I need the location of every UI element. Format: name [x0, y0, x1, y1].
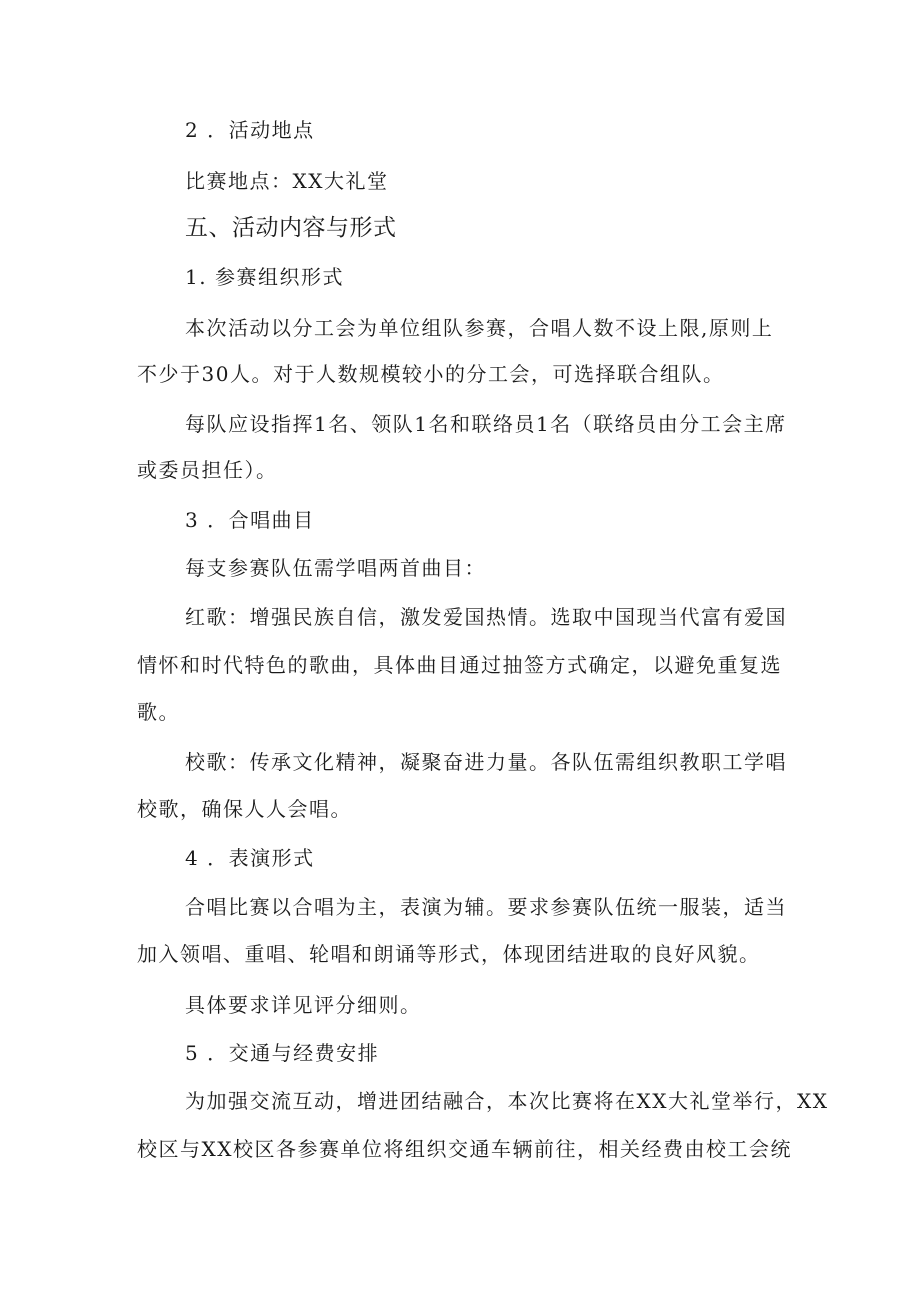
paragraph-line: 歌。	[137, 700, 180, 724]
paragraph-line: 加入领唱、重唱、轮唱和朗诵等形式，体现团结进取的良好风貌。	[137, 942, 761, 966]
sub-5-heading: 5 ．交通与经费安排	[185, 1041, 380, 1065]
paragraph-line: 校歌，确保人人会唱。	[137, 797, 352, 821]
section-5-heading: 五、活动内容与形式	[185, 215, 397, 241]
paragraph-line: 或委员担任）。	[137, 458, 278, 482]
paragraph-line: 本次活动以分工会为单位组队参赛，合唱人数不设上限,原则上	[185, 316, 774, 340]
sub-3-heading: 3 ．合唱曲目	[185, 508, 315, 532]
paragraph-line: 校歌：传承文化精神，凝聚奋进力量。各队伍需组织教职工学唱	[185, 750, 787, 774]
paragraph-line: 情怀和时代特色的歌曲，具体曲目通过抽签方式确定，以避免重复选	[137, 653, 782, 677]
venue-text: 比赛地点：XX大礼堂	[185, 169, 389, 193]
item-2-heading: 2 ．活动地点	[185, 118, 315, 142]
paragraph-line: 合唱比赛以合唱为主，表演为辅。要求参赛队伍统一服装，适当	[185, 895, 787, 919]
paragraph-line: 具体要求详见评分细则。	[185, 993, 422, 1017]
sub-1-heading: 1. 参赛组织形式	[185, 265, 344, 289]
paragraph-line: 为加强交流互动，增进团结融合，本次比赛将在XX大礼堂举行，XX	[185, 1089, 829, 1113]
paragraph-line: 红歌：增强民族自信，激发爱国热情。选取中国现当代富有爱国	[185, 605, 787, 629]
paragraph-line: 校区与XX校区各参赛单位将组织交通车辆前往，相关经费由校工会统	[137, 1137, 792, 1161]
paragraph-line: 每支参赛队伍需学唱两首曲目：	[185, 556, 486, 580]
paragraph-line: 不少于30人。对于人数规模较小的分工会，可选择联合组队。	[137, 362, 725, 386]
paragraph-line: 每队应设指挥1名、领队1名和联络员1名（联络员由分工会主席	[185, 412, 787, 436]
sub-4-heading: 4 ．表演形式	[185, 846, 315, 870]
